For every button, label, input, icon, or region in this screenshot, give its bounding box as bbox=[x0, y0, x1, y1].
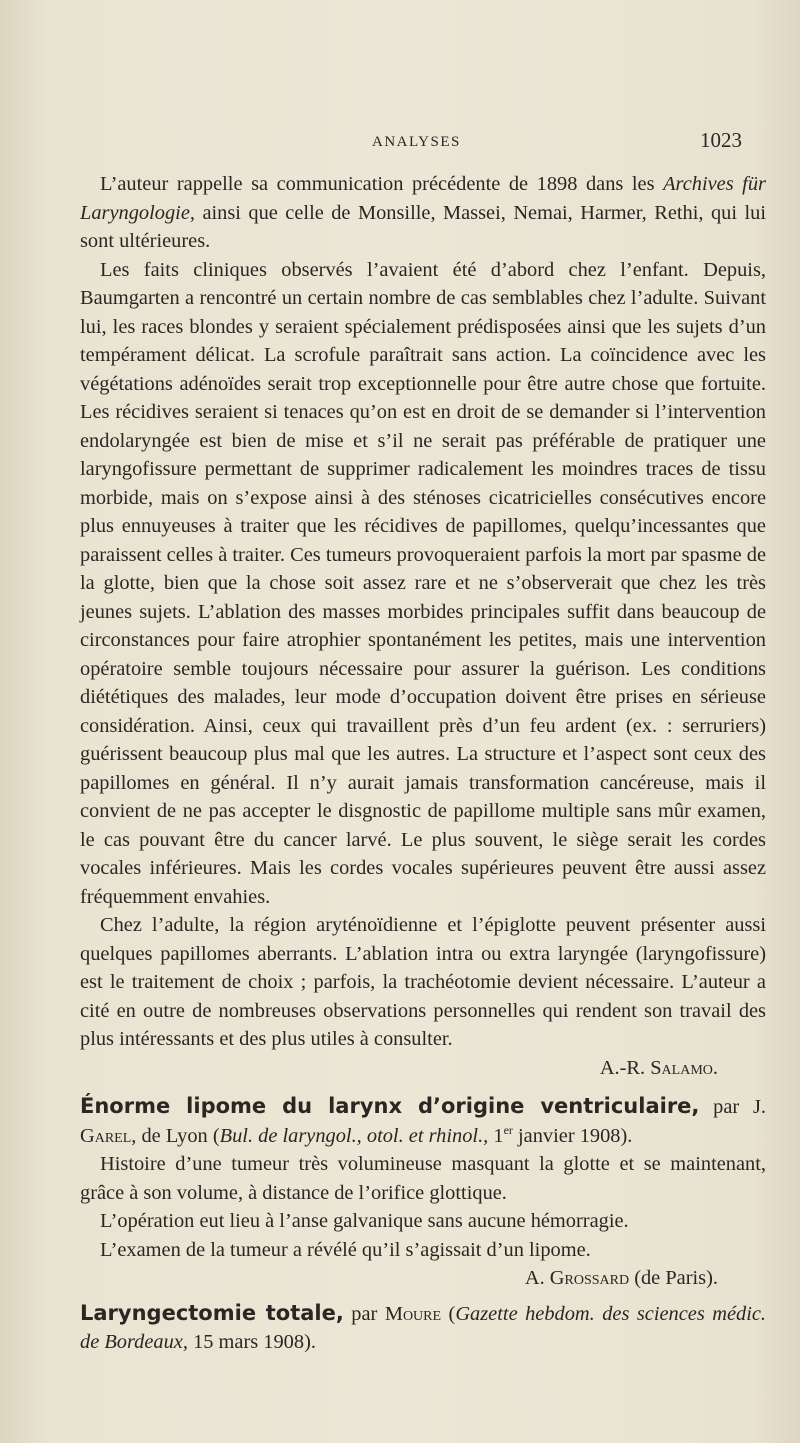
running-head: ANALYSES bbox=[372, 134, 461, 150]
paragraph-1: L’auteur rappelle sa communication précédente de 1898 dans les Archives für Laryngologie, ainsi que celle de Monsille, Massei, Nemai, Harmer, Rethi, qui lui sont ultérieures. bbox=[80, 173, 766, 252]
article-title: Énorme lipome du larynx d’origine ventriculaire, bbox=[80, 1094, 700, 1118]
entry-lipome-heading: Énorme lipome du larynx d’origine ventriculaire, par J. Garel, de Lyon (Bul. de laryngol., otol. et rhinol., 1er janvier 1908). bbox=[80, 1094, 766, 1147]
journal-title: Archives für Laryngologie, bbox=[80, 173, 766, 224]
entry-laryngectomie-heading: Laryngectomie totale, par Moure (Gazette hebdom. des sciences médic. de Bordeaux, 15 mars 1908). bbox=[80, 1300, 767, 1353]
signature-salamo: A.-R. Salamo. bbox=[599, 1056, 718, 1079]
journal-citation: Bul. de laryngol., otol. et rhinol., bbox=[219, 1124, 489, 1147]
signature-grossard: A. Grossard (de Paris). bbox=[524, 1267, 718, 1289]
paragraph-6: L’examen de la tumeur a révélé qu’il s’agissait d’un lipome. bbox=[100, 1238, 591, 1261]
author-name: Garel bbox=[80, 1124, 132, 1147]
paragraph-3: Chez l’adulte, la région aryténoïdienne et l’épiglotte peuvent présenter aussi quelques papillomes aberrants. L’ablation intra ou extra laryngée (laryngofissure) est le traitement de choix ; parfois, la trachéotomie devient nécessaire. L’auteur a cité en outre de nombreuses observations personnelles qui rendent son travail des plus intéressants et des plus utiles à consulter. bbox=[80, 914, 766, 1050]
paragraph-4: Histoire d’une tumeur très volumineuse masquant la glotte et se maintenant, grâce à son volume, à distance de l’orifice glottique. bbox=[80, 1153, 766, 1204]
journal-citation: Gazette hebdom. des sciences médic. de Bordeaux, bbox=[80, 1302, 767, 1353]
page-header bbox=[0, 128, 800, 158]
author-name: Moure bbox=[384, 1302, 442, 1325]
page-number: 1023 bbox=[700, 128, 742, 152]
paragraph-2: Les faits cliniques observés l’avaient été d’abord chez l’enfant. Depuis, Baumgarten a rencontré un certain nombre de cas semblables chez l’adulte. Suivant lui, les races blondes y seraient spécialement prédisposées ainsi que les sujets d’un tempérament délicat. La scrofule paraîtrait sans action. La coïncidence avec les végétations adénoïdes serait trop exceptionnelle pour être autre chose que fortuite. Les récidives seraient si tenaces qu’on est en droit de se demander si l’intervention endolaryngée est bien de mise et s’il ne serait pas préférable de pratiquer une laryngofissure permettant de supprimer radicalement les moindres traces de tissu morbide, mais on s’expose ainsi à des sténoses cicatricielles consécutives encore plus ennuyeuses à traiter que les récidives de papillomes, quelqu’incessantes que paraissent celles à traiter. Ces tumeurs provoqueraient parfois la mort par spasme de la glotte, bien que la chose soit assez rare et ne s’observerait que chez les très jeunes sujets. L’ablation des masses morbides principales suffit dans beaucoup de circonstances pour faire atrophier spontanément les petites, mais une intervention opératoire semble toujours nécessaire pour assurer la guérison. Les conditions diététiques des malades, leur mode d’occupation doivent être prises en sérieuse considération. Ainsi, ceux qui travaillent près d’un feu ardent (ex. : serruriers) guérissent beaucoup plus mal que les autres. La structure et l’aspect sont ceux des papillomes en général. Il n’y aurait jamais transformation cancéreuse, mais il convient de ne pas accepter le disgnostic de papillome multiple sans mûr examen, le cas pouvant être du cancer larvé. Le plus souvent, le siège serait les cordes vocales inférieures. Mais les cordes vocales supérieures peuvent être aussi assez fréquemment envahies. bbox=[80, 258, 766, 908]
paragraph-5: L’opération eut lieu à l’anse galvanique sans aucune hémorragie. bbox=[100, 1210, 629, 1232]
body-text bbox=[80, 170, 766, 1357]
article-title: Laryngectomie totale, bbox=[80, 1300, 344, 1325]
